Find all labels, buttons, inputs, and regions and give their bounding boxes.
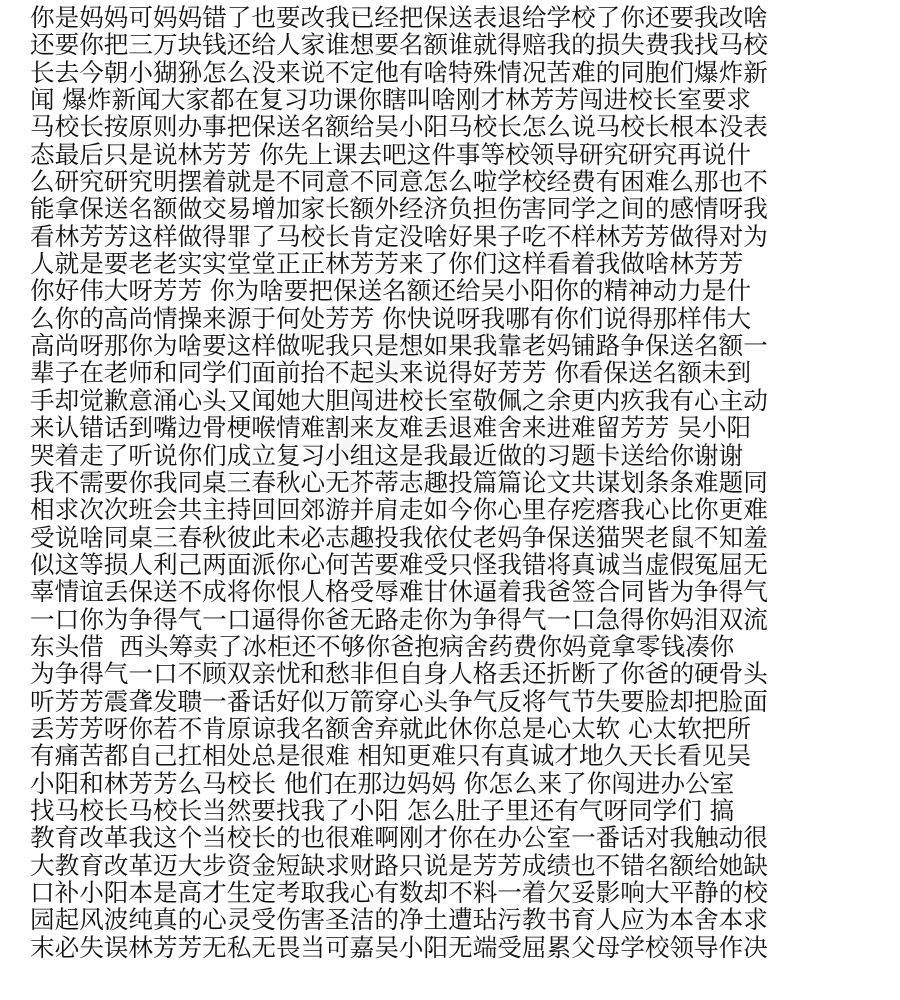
text-line: 辈子在老师和同学们面前抬不起头来说得好芳芳 你看保送名额未到 <box>30 359 752 387</box>
text-line: 态最后只是说林芳芳 你先上课去吧这件事等校领导研究研究再说什 <box>30 140 752 169</box>
text-line: 么你的高尚情操来源于何处芳芳 你快说呀我哪有你们说得那样伟大 <box>30 304 752 333</box>
text-line: 人就是要老老实实堂堂正正林芳芳来了你们这样看着我做啥林芳芳 <box>30 250 744 278</box>
text-line: 大教育改革迈大步资金短缺求财路只说是芳芳成绩也不错名额给她缺 <box>30 851 768 879</box>
text-line: 东头借 西头筹卖了冰柜还不够你爸抱病舍药费你妈竟拿零钱凑你 <box>30 632 735 661</box>
text-line: 我不需要你我同桌三春秋心无芥蒂志趣投篇篇论文共谋划条条难题同 <box>30 468 768 497</box>
text-line: 受说啥同桌三春秋彼此未必志趣投我依仗老妈争保送猫哭老鼠不知羞 <box>30 523 768 551</box>
text-line: 哭着走了听说你们成立复习小组这是我最近做的习题卡送给你谢谢 <box>30 441 744 469</box>
text-line: 长去今朝小猢狲怎么没来说不定他有啥特殊情况苦难的同胞们爆炸新 <box>30 58 768 87</box>
text-line: 能拿保送名额做交易增加家长额外经济负担伤害同学之间的感情呀我 <box>30 195 768 223</box>
text-line: 园起风波纯真的心灵受伤害圣洁的净土遭玷污教书育人应为本舍本求 <box>30 906 768 934</box>
text-line: 找马校长马校长当然要找我了小阳 怎么肚子里还有气呀同学们 搞 <box>30 796 735 825</box>
text-line: 相求次次班会共主持回回郊游并肩走如今你心里存疙瘩我心比你更难 <box>30 496 768 524</box>
text-line: 看林芳芳这样做得罪了马校长肯定没啥好果子吃不样林芳芳做得对为 <box>30 222 768 251</box>
text-line: 马校长按原则办事把保送名额给吴小阳马校长怎么说马校长根本没表 <box>30 113 768 141</box>
text-line: 似这等损人利己两面派你心何苦要难受只怪我错将真诚当虚假冤屈无 <box>30 550 768 579</box>
text-line: 口补小阳本是高才生定考取我心有数却不料一着欠妥影响大平静的校 <box>30 879 768 907</box>
text-line: 闻 爆炸新闻大家都在复习功课你瞎叫啥刚才林芳芳闯进校长室要求 <box>30 86 752 114</box>
text-line: 小阳和林芳芳么马校长 他们在那边妈妈 你怎么来了你闯进办公室 <box>30 769 735 797</box>
text-line: 教育改革我这个当校长的也很难啊刚才你在办公室一番话对我触动很 <box>30 824 768 852</box>
text-line: 手却觉歉意涌心头又闻她大胆闯进校长室敬佩之余更内疚我有心主动 <box>30 386 768 415</box>
text-line: 高尚呀那你为啥要这样做呢我只是想如果我靠老妈铺路争保送名额一 <box>30 332 768 360</box>
text-line: 来认错话到嘴边骨梗喉情难割来友难丢退难舍来进难留芳芳 吴小阳 <box>30 414 752 442</box>
text-line: 你是妈妈可妈妈错了也要改我已经把保送表退给学校了你还要我改啥 <box>30 4 768 32</box>
text-line: 有痛苦都自己扛相处总是很难 相知更难只有真诚才地久天长看见吴 <box>30 742 752 770</box>
document-body-text <box>30 4 880 961</box>
text-line: 还要你把三万块钱还给人家谁想要名额谁就得赔我的损失费我找马校 <box>30 31 768 59</box>
text-line: 丢芳芳呀你若不肯原谅我名额舍弃就此休你总是心太软 心太软把所 <box>30 714 752 743</box>
text-line: 么研究研究明摆着就是不同意不同意怎么啦学校经费有困难么那也不 <box>30 168 768 196</box>
text-line: 为争得气一口不顾双亲忧和愁非但自身人格丢还折断了你爸的硬骨头 <box>30 660 768 688</box>
text-line: 听芳芳震聋发聩一番话好似万箭穿心头争气反将气节失要脸却把脸面 <box>30 687 768 715</box>
text-line: 辜情谊丢保送不成将你恨人格受辱难甘休逼着我爸签合同皆为争得气 <box>30 578 768 606</box>
text-line: 你好伟大呀芳芳 你为啥要把保送名额还给吴小阳你的精神动力是什 <box>30 277 752 305</box>
text-line: 一口你为争得气一口逼得你爸无路走你为争得气一口急得你妈泪双流 <box>30 605 768 633</box>
text-line: 末必失误林芳芳无私无畏当可嘉吴小阳无端受屈累父母学校领导作决 <box>30 933 768 962</box>
